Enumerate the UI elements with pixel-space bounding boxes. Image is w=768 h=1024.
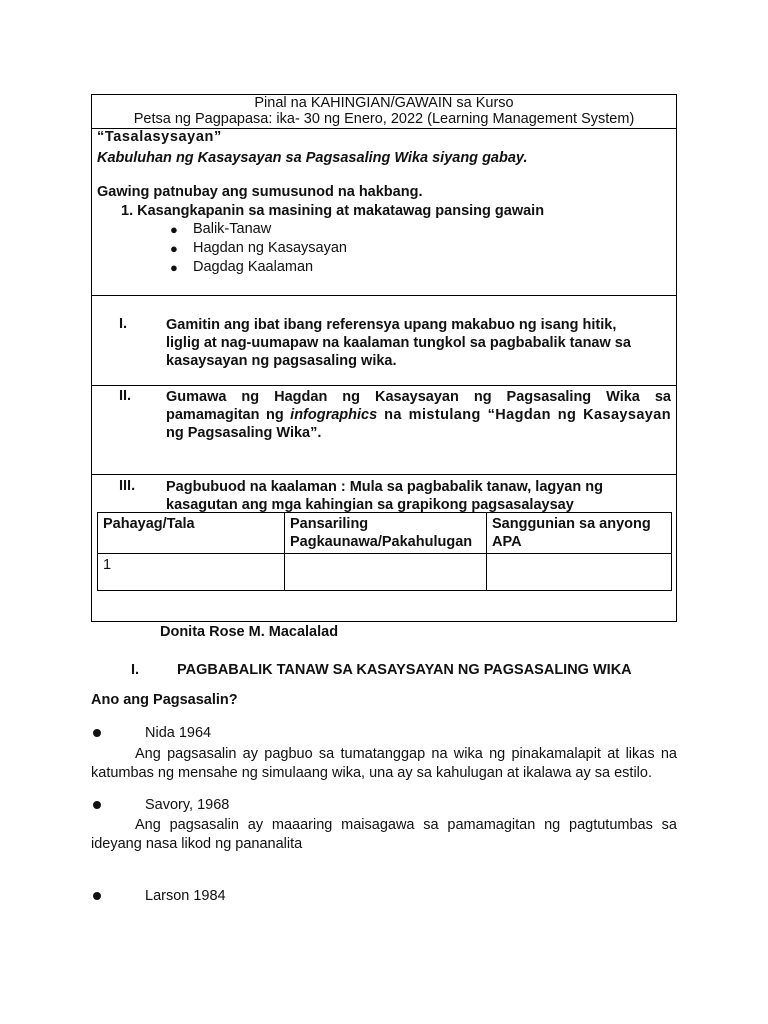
entry-source: Larson 1984 (145, 888, 226, 904)
bullet-icon (93, 801, 101, 809)
table-cell (285, 554, 487, 591)
section-3-line: Pagbubuod na kaalaman : Mula sa pagbabalik tanaw, lagyan ng (166, 479, 603, 495)
step-1: 1. Kasangkapanin sa masining at makatawag pansing gawain (121, 203, 545, 219)
theme-line: Kabuluhan ng Kasaysayan sa Pagsasaling Wika siyang gabay. (97, 150, 528, 166)
section-1-line: Gamitin ang ibat ibang referensya upang makabuo ng isang hitik, (166, 317, 617, 333)
body-heading: PAGBABALIK TANAW SA KASAYSAYAN NG PAGSASALING WIKA (177, 662, 632, 678)
bullet-icon (93, 892, 101, 900)
instruction-line: Gawing patnubay ang sumusunod na hakbang. (97, 184, 423, 200)
entry-line: Ang pagsasalin ay maaaring maisagawa sa pamamagitan ng pagtutumbas sa (135, 817, 677, 833)
bullet-item: Hagdan ng Kasaysayan (193, 240, 347, 256)
divider-intro (91, 295, 677, 296)
table-row (98, 554, 672, 591)
table-cell: 1 (98, 554, 285, 591)
table-header-cell: Pansariling Pagkaunawa/Pakahulugan (285, 513, 487, 554)
infographics-term: infographics (290, 407, 378, 423)
bullet-icon: ● (170, 260, 178, 275)
entry-line: katumbas ng mensahe ng simulaang wika, una ay sa kahulugan at ikalawa ay sa estilo. (91, 765, 652, 781)
table-header-row (98, 513, 672, 554)
quote-title: “Tasalasysayan” (97, 129, 222, 145)
bullet-icon: ● (170, 241, 178, 256)
section-2-line: Gumawa ng Hagdan ng Kasaysayan ng Pagsasaling Wika sa (166, 389, 671, 405)
form-subtitle: Petsa ng Pagpapasa: ika- 30 ng Enero, 2022 (Learning Management System) (133, 111, 635, 127)
summary-table (97, 512, 672, 591)
section-2-line-part: pamamagitan ng (166, 407, 291, 423)
section-1-line: liglig at nag-uumapaw na kaalaman tungkol sa pagbabalik tanaw sa (166, 335, 631, 351)
section-2-line (166, 406, 671, 424)
bullet-item: Dagdag Kaalaman (193, 259, 314, 275)
body-heading-number: I. (131, 662, 140, 678)
entry-definition (91, 816, 677, 854)
section-3-line: kasagutan ang mga kahingian sa grapikong pagsasalaysay (166, 497, 574, 513)
divider-section-2 (91, 474, 677, 475)
section-1-line: kasaysayan ng pagsasaling wika. (166, 353, 397, 369)
section-1-number: I. (119, 316, 128, 332)
form-title: Pinal na KAHINGIAN/GAWAIN sa Kurso (254, 95, 514, 111)
divider-section-1 (91, 385, 677, 386)
bullet-icon: ● (170, 222, 178, 237)
entry-line: ideyang nasa likod ng pananalita (91, 836, 303, 852)
section-3-number: III. (119, 478, 136, 494)
section-2-text (166, 388, 671, 442)
question-heading: Ano ang Pagsasalin? (91, 692, 238, 708)
section-2-line: ng Pagsasaling Wika”. (166, 425, 322, 441)
section-2-line-part: na mistulang “Hagdan ng Kasaysayan (377, 407, 671, 423)
table-header-cell: Sanggunian sa anyong APA (487, 513, 672, 554)
entry-source: Nida 1964 (145, 725, 212, 741)
form-header (91, 95, 677, 127)
section-3-text (166, 478, 646, 514)
entry-source: Savory, 1968 (145, 797, 230, 813)
table-header-cell: Pahayag/Tala (98, 513, 285, 554)
section-2-number: II. (119, 388, 132, 404)
bullet-item: Balik-Tanaw (193, 221, 272, 237)
entry-line: Ang pagsasalin ay pagbuo sa tumatanggap na wika ng pinakamalapit at likas na (135, 746, 677, 762)
section-1-text (166, 316, 646, 370)
table-cell (487, 554, 672, 591)
author-name: Donita Rose M. Macalalad (160, 624, 339, 640)
entry-definition (91, 745, 677, 783)
bullet-icon (93, 729, 101, 737)
